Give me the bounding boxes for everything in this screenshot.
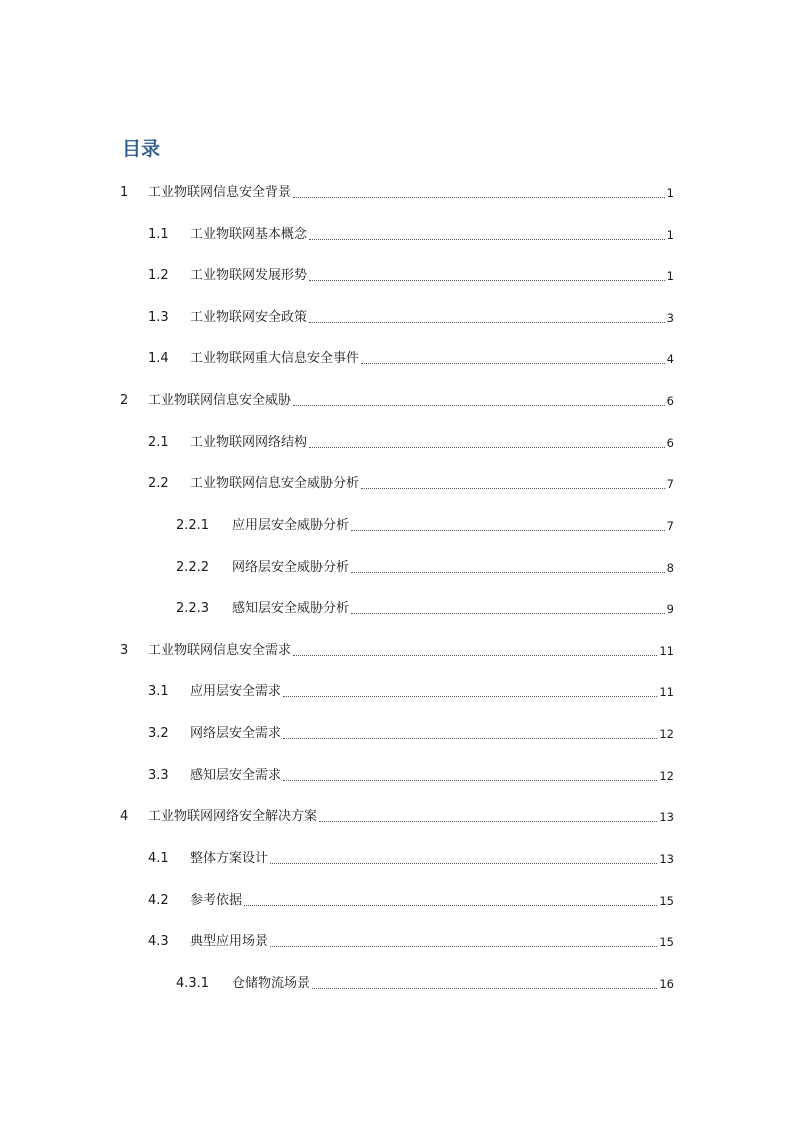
toc-entry-number: 1 — [120, 185, 129, 200]
toc-entry[interactable] — [148, 432, 674, 452]
toc-entry-number: 1.3 — [148, 310, 169, 325]
toc-entry[interactable] — [120, 806, 674, 826]
toc-entry-number: 2.2.3 — [176, 601, 210, 616]
toc-entry-title: 参考依据 — [190, 893, 243, 908]
toc-dot-leader — [270, 862, 657, 864]
toc-entry-number: 4.1 — [148, 851, 169, 866]
toc-dot-leader — [309, 446, 665, 448]
toc-dot-leader — [312, 987, 657, 989]
toc-entry-page-number: 6 — [666, 436, 674, 450]
toc-entry-page-number: 1 — [666, 228, 674, 242]
toc-entry-number: 2.2 — [148, 476, 169, 491]
toc-entry-title: 工业物联网网络安全解决方案 — [148, 809, 318, 824]
toc-dot-leader — [361, 487, 665, 489]
toc-dot-leader — [351, 571, 665, 573]
toc-entry[interactable] — [148, 931, 674, 951]
toc-entry-title: 工业物联网信息安全需求 — [148, 643, 292, 658]
toc-entry-title: 典型应用场景 — [190, 934, 269, 949]
toc-entry-page-number: 15 — [659, 894, 674, 908]
toc-entry[interactable] — [148, 765, 674, 785]
toc-entry-page-number: 11 — [659, 644, 674, 658]
toc-entry-number: 3.2 — [148, 726, 169, 741]
toc-entry[interactable] — [148, 224, 674, 244]
toc-entry-title: 工业物联网安全政策 — [190, 310, 308, 325]
toc-entry-title: 感知层安全需求 — [190, 768, 282, 783]
toc-dot-leader — [309, 321, 665, 323]
toc-entry-page-number: 6 — [666, 394, 674, 408]
toc-entry[interactable] — [148, 681, 674, 701]
toc-entry-page-number: 9 — [666, 602, 674, 616]
toc-dot-leader — [270, 945, 657, 947]
toc-entry-title: 整体方案设计 — [190, 851, 269, 866]
toc-dot-leader — [351, 529, 665, 531]
toc-entry-title: 仓储物流场景 — [232, 976, 311, 991]
toc-entry-number: 1.4 — [148, 351, 169, 366]
toc-entry[interactable] — [176, 557, 674, 577]
toc-entry[interactable] — [176, 973, 674, 993]
toc-entry-number: 4.3 — [148, 934, 169, 949]
toc-entry-title: 感知层安全威胁分析 — [232, 601, 350, 616]
toc-entry[interactable] — [148, 848, 674, 868]
toc-entry-page-number: 8 — [666, 561, 674, 575]
toc-entry-title: 应用层安全需求 — [190, 684, 282, 699]
toc-entry[interactable] — [176, 598, 674, 618]
toc-dot-leader — [319, 820, 657, 822]
toc-entry-number: 1.2 — [148, 268, 169, 283]
toc-entry[interactable] — [148, 348, 674, 368]
toc-entry-number: 4.3.1 — [176, 976, 210, 991]
toc-dot-leader — [283, 737, 657, 739]
toc-entry[interactable] — [148, 723, 674, 743]
toc-entry-page-number: 13 — [659, 810, 674, 824]
toc-dot-leader — [293, 654, 657, 656]
toc-entry-page-number: 16 — [659, 977, 674, 991]
toc-dot-leader — [244, 904, 657, 906]
toc-entry-title: 工业物联网基本概念 — [190, 227, 308, 242]
toc-entry[interactable] — [148, 265, 674, 285]
toc-entry-title: 工业物联网信息安全背景 — [148, 185, 292, 200]
toc-entry-number: 2.2.1 — [176, 518, 210, 533]
toc-entry-page-number: 12 — [659, 769, 674, 783]
toc-entry-title: 工业物联网重大信息安全事件 — [190, 351, 360, 366]
toc-entry-number: 2.2.2 — [176, 560, 210, 575]
toc-entry-page-number: 7 — [666, 519, 674, 533]
toc-entry[interactable] — [120, 390, 674, 410]
toc-entry-number: 3 — [120, 643, 129, 658]
toc-dot-leader — [309, 279, 665, 281]
toc-entry-title: 工业物联网发展形势 — [190, 268, 308, 283]
toc-entry-title: 网络层安全威胁分析 — [232, 560, 350, 575]
toc-entry-number: 3.1 — [148, 684, 169, 699]
toc-dot-leader — [293, 404, 665, 406]
toc-entry-number: 4 — [120, 809, 129, 824]
toc-dot-leader — [361, 362, 665, 364]
toc-dot-leader — [309, 238, 665, 240]
toc-entry-title: 工业物联网信息安全威胁分析 — [190, 476, 360, 491]
toc-entry[interactable] — [148, 307, 674, 327]
toc-entry-page-number: 7 — [666, 477, 674, 491]
toc-entry-page-number: 12 — [659, 727, 674, 741]
toc-entry-number: 2 — [120, 393, 129, 408]
toc-dot-leader — [293, 196, 665, 198]
toc-dot-leader — [283, 779, 657, 781]
toc-entry-page-number: 1 — [666, 269, 674, 283]
toc-entry-page-number: 3 — [666, 311, 674, 325]
toc-entry-title: 工业物联网网络结构 — [190, 435, 308, 450]
toc-entry[interactable] — [148, 473, 674, 493]
toc-entry[interactable] — [120, 182, 674, 202]
toc-entry-page-number: 15 — [659, 935, 674, 949]
toc-entry-number: 4.2 — [148, 893, 169, 908]
toc-entry[interactable] — [148, 890, 674, 910]
toc-entry-title: 网络层安全需求 — [190, 726, 282, 741]
toc-entry-page-number: 1 — [666, 186, 674, 200]
toc-dot-leader — [351, 612, 665, 614]
toc-entry-page-number: 4 — [666, 352, 674, 366]
page-title: 目录 — [122, 138, 161, 160]
toc-entry-page-number: 13 — [659, 852, 674, 866]
toc-entry[interactable] — [176, 515, 674, 535]
toc-entry[interactable] — [120, 640, 674, 660]
toc-entry-title: 工业物联网信息安全威胁 — [148, 393, 292, 408]
toc-entry-number: 3.3 — [148, 768, 169, 783]
toc-entry-number: 2.1 — [148, 435, 169, 450]
toc-dot-leader — [283, 695, 657, 697]
toc-entry-number: 1.1 — [148, 227, 169, 242]
toc-entry-title: 应用层安全威胁分析 — [232, 518, 350, 533]
toc-entry-page-number: 11 — [659, 685, 674, 699]
